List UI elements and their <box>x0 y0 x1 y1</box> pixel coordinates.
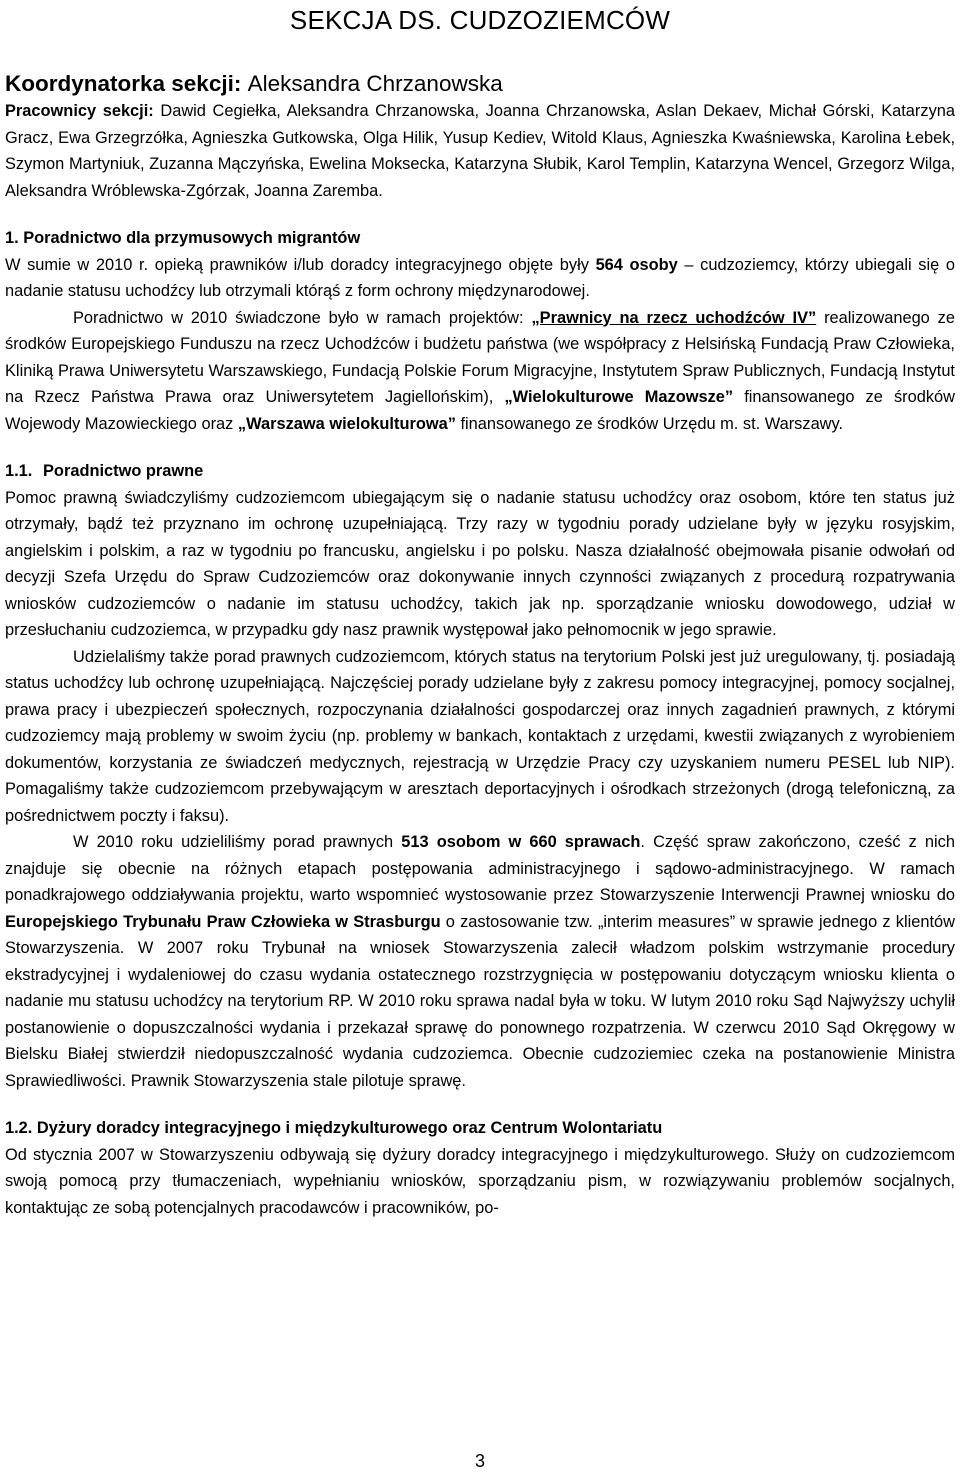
project-name-3: „Warszawa wielokulturowa” <box>237 414 456 433</box>
court-name: Europejskiego Trybunału Praw Człowieka w Strasburgu <box>5 912 441 931</box>
section-1-heading: 1. Poradnictwo dla przymusowych migrantów <box>5 229 361 247</box>
coordinator-label: Koordynatorka sekcji: <box>5 71 242 96</box>
page-title: SEKCJA DS. CUDZOZIEMCÓW <box>289 5 671 35</box>
section-1-2-paragraph-1: Od stycznia 2007 w Stowarzyszeniu odbywają się dyżury doradcy integracyjnego i międzykulturowego. Służy on cudzoziemcom swoją pomocą przy tłumaczeniach, wypełnianiu wniosków, sporządzaniu pism, w rozwiązywaniu problemów socjalnych, kontaktując ze sobą potencjalnych pracodawców i pracowników, po- <box>5 1145 955 1217</box>
text-run: W sumie w 2010 r. opieką prawników i/lub doradcy integracyjnego objęte były <box>5 255 596 274</box>
text-run: W 2010 roku udzieliliśmy porad prawnych <box>73 833 402 851</box>
project-name-1: „Prawnicy na rzecz uchodźców IV” <box>531 308 817 327</box>
section-1-1-heading <box>5 458 955 485</box>
staff-paragraph <box>5 98 955 204</box>
text-run: Poradnictwo w 2010 świadczone było w ramach projektów: <box>73 308 532 327</box>
coordinator-name: Aleksandra Chrzanowska <box>247 71 503 96</box>
text-run: – cudzoziemcy, którzy ubiegali się o nadanie statusu uchodźcy lub otrzymali którąś z form ochrony międzynarodowej. <box>5 255 955 300</box>
staff-list: Dawid Cegiełka, Aleksandra Chrzanowska, Joanna Chrzanowska, Aslan Dekaev, Michał Górski, Katarzyna Gracz, Ewa Grzegrzółka, Agnieszka Gutkowska, Olga Hilik, Yusup Kediev, Witold Klaus, Agnieszka Kwaśniewska, Karolina Łebek, Szymon Martyniuk, Zuzanna Mączyńska, Ewelina Moksecka, Katarzyna Słubik, Karol Templin, Katarzyna Wencel, Grzegorz Wilga, Aleksandra Wróblewska-Zgórzak, Joanna Zaremba. <box>5 102 955 200</box>
bold-count: 564 osoby <box>595 255 678 274</box>
staff-label: Pracownicy sekcji: <box>5 102 154 120</box>
coordinator-line <box>5 70 955 98</box>
text-run: finansowanego ze środków Urzędu m. st. Warszawy. <box>455 414 844 433</box>
text-run: realizowanego ze środków Europejskiego Funduszu na rzecz Uchodźców i budżetu państwa (we współpracy z Helsińską Fundacją Praw Człowieka, Kliniką Prawa Uniwersytetu Warszawskiego, Fundacją Polskie Forum Migracyjne, Instytutem Spraw Publicznych, Fundacją Instytut na Rzecz Państwa Prawa oraz Uniwersytetem Jagiellońskim), <box>5 308 955 406</box>
text-run: . Część spraw zakończono, cześć z nich znajduje się obecnie na różnych etapach postępowania administracyjnego i sądowo-administracyjnego. W ramach ponadkrajowego oddziaływania projektu, warto wspomnieć wystosowanie przez Stowarzyszenie Interwencji Prawnej wniosku do <box>5 833 955 904</box>
text-run: finansowanego ze środków Wojewody Mazowieckiego oraz <box>5 388 956 433</box>
section-1-1-paragraph-2: Udzielaliśmy także porad prawnych cudzoziemcom, których status na terytorium Polski jest już uregulowany, tj. posiadają status uchodźcy lub ochronę uzupełniającą. Najczęściej porady udzielane były z zakresu pomocy integracyjnej, pomocy socjalnej, prawa pracy i ubezpieczeń społecznych, rozpoczynania działalności gospodarczej oraz innych zagadnień prawnych, z którymi cudzoziemcy mają problemy w swoim życiu (np. problemy w bankach, kontaktach z urzędami, kwestii związanych z wyrobieniem dokumentów, korzystania ze świadczeń medycznych, rejestracją w Urzędzie Pracy czy uzyskaniem numeru PESEL lub NIP). Pomagaliśmy także cudzoziemcom przebywającym w aresztach deportacyjnych i ośrodkach strzeżonych (drogą telefoniczną, za pośrednictwem poczty i faksu). <box>5 647 955 825</box>
section-number: 1.1. <box>5 462 33 480</box>
project-name-2: „Wielokulturowe Mazowsze” <box>504 388 734 406</box>
bold-count: 513 osobom w 660 sprawach <box>401 833 641 851</box>
page-number: 3 <box>474 1451 485 1471</box>
section-title: Poradnictwo prawne <box>43 462 204 480</box>
text-run: o zastosowanie tzw. „interim measures” w sprawie jednego z klientów Stowarzyszenia. W 2007 roku Trybunał na wniosek Stowarzyszenia zalecił władzom polskim wstrzymanie procedury ekstradycyjnej i wydalenioweј do czasu wydania ostatecznego rozstrzygnięcia w postępowaniu dotyczącym wniosku klienta o nadanie mu statusu uchodźcy na terytorium RP. W 2010 roku sprawa nadal była w toku. W lutym 2010 roku Sąd Najwyższy uchylił postanowienie o dopuszczalności wydania i przekazał sprawę do ponownego rozpatrzenia. W czerwcu 2010 Sąd Okręgowy w Bielsku Białej stwierdził niedopuszczalność wydania cudzoziemca. Obecnie cudzoziemiec czeka na postanowienie Ministra Sprawiedliwości. Prawnik Stowarzyszenia stale pilotuje sprawę. <box>5 912 956 1090</box>
section-1-1-paragraph-1: Pomoc prawną świadczyliśmy cudzoziemcom ubiegającym się o nadanie statusu uchodźcy oraz osobom, które ten status już otrzymały, bądź też przyznano im ochronę uzupełniającą. Trzy razy w tygodniu porady udzielane były w języku rosyjskim, angielskim i polskim, a raz w tygodniu po francusku, angielsku i po polsku. Nasza działalność obejmowała pisanie odwołań od decyzji Szefa Urzędu do Spraw Cudzoziemców oraz dokonywanie innych czynności związanych z procedurą rozpatrywania wniosków cudzoziemców o nadanie im statusu uchodźcy, takich jak np. sporządzanie wniosku dowodowego, udział w przesłuchaniu cudzoziemca, w przypadku gdy nasz prawnik występował jako pełnomocnik w jego sprawie. <box>5 488 955 639</box>
section-1-1-paragraph-3 <box>5 829 955 1094</box>
section-1-paragraph-1 <box>5 252 955 305</box>
section-1-2-heading: 1.2. Dyżury doradcy integracyjnego i międzykulturowego oraz Centrum Wolontariatu <box>5 1119 663 1137</box>
section-1-paragraph-2 <box>5 305 955 438</box>
